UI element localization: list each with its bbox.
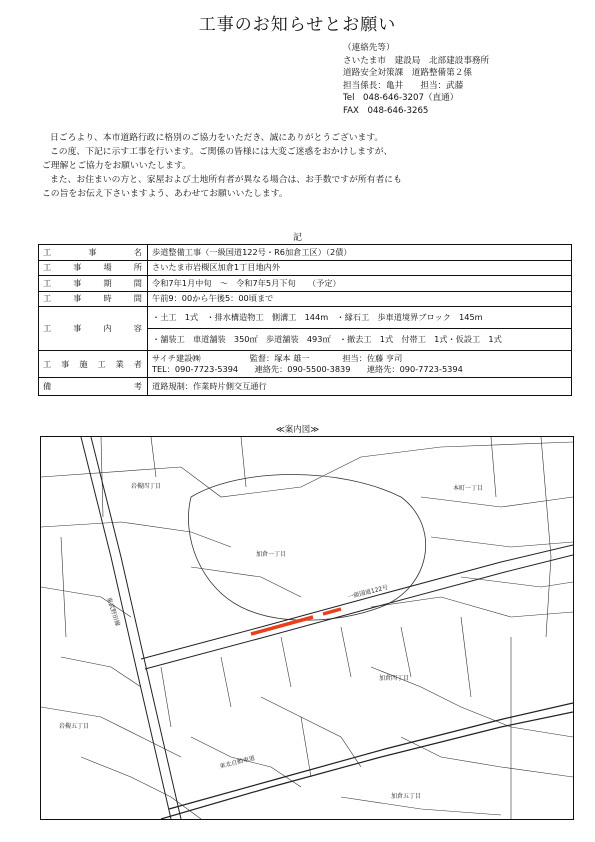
table-row (39, 307, 572, 329)
table-row (39, 351, 572, 378)
contact-org: さいたま市 建設局 北部建設事務所 (343, 55, 490, 66)
contractor-line: サイチ建設㈱ 監督：塚本 雄一 担当：佐藤 亨司 (152, 353, 403, 363)
map-label-area: 岩槻五丁目 (59, 723, 90, 730)
row-value: 歩道整備工事（一級国道122号・R6加倉工区）（2債） (148, 245, 572, 261)
map-label-rail: 東武野田線 (105, 596, 122, 628)
table-row (39, 291, 572, 307)
contact-heading: （連絡先等） (343, 43, 395, 53)
work-section-highlight (251, 609, 341, 634)
intro-line: この旨をお伝え下さいますよう、あわせてお願いいたします。 (42, 189, 288, 199)
map-label-road: 一級国道122号 (347, 584, 389, 601)
contact-tel: Tel 048-646-3207（直通） (343, 93, 459, 103)
table-row (39, 276, 572, 292)
intro-line: また、お住まいの方と、家屋および土地所有者が異なる場合は、お手数ですが所有者にも (50, 175, 402, 185)
map-label-area: 岩槻四丁目 (131, 483, 162, 490)
map-label-area: 本町一丁目 (453, 485, 484, 492)
main-road (141, 545, 573, 669)
contact-fax: FAX 048-646-3265 (343, 105, 429, 116)
table-row (39, 378, 572, 396)
intro-text (42, 131, 572, 201)
map-drawing (41, 437, 573, 819)
row-value: さいたま市岩槻区加倉1丁目地内外 (148, 260, 572, 276)
intro-line: 日ごろより、本市道路行政に格別のご協力をいただき、誠にありがとうございます。 (50, 133, 384, 143)
work-info-table (38, 244, 572, 396)
map-streets (41, 437, 573, 819)
row-value: 道路規制：作業時片側交互通行 (148, 378, 572, 396)
row-label: 工事名 (39, 245, 148, 261)
ki-heading: 記 (292, 233, 302, 243)
map-label-area: 加倉四丁目 (379, 675, 410, 682)
table-row (39, 245, 572, 261)
document-title: 工事のお知らせとお願い (198, 15, 397, 35)
row-value: 令和7年1月中旬 ～ 令和7年5月下旬 （予定） (148, 276, 572, 292)
contact-dept: 道路安全対策課 道路整備第２係 (343, 68, 472, 78)
intro-line: この度、下記に示す工事を行います。ご関係の皆様には大変ご迷惑をおかけしますが、 (50, 147, 393, 157)
row-label: 工事期間 (39, 276, 148, 292)
row-value (148, 351, 572, 378)
row-label: 工事時間 (39, 291, 148, 307)
contact-staff: 担当係長：亀井 担当：武藤 (343, 80, 464, 91)
map-caption: ≪案内図≫ (275, 425, 320, 435)
contractor-line: TEL：090-7723-5394 連絡先：090-5500-3839 連絡先：090-7723-5394 (152, 364, 463, 374)
intro-line: ご理解とご協力をお願いいたします。 (42, 161, 191, 171)
railway-line (81, 437, 181, 819)
row-value: ・土工 1式 ・排水構造物工 側溝工 144m ・縁石工 歩車道境界ブロック 145m (148, 307, 572, 329)
contact-block (343, 42, 489, 117)
row-label: 工事内容 (39, 307, 148, 351)
map-label-area: 加倉五丁目 (391, 793, 422, 800)
guide-map (40, 436, 574, 820)
map-label-expressway: 東北自動車道 (218, 754, 256, 771)
row-label: 工事施工業者 (39, 351, 148, 378)
row-value: 午前9：00から午後5：00頃まで (148, 291, 572, 307)
row-label: 備考 (39, 378, 148, 396)
table-row (39, 260, 572, 276)
map-label-area: 加倉一丁目 (256, 551, 287, 558)
row-value: ・舗装工 車道舗装 350㎡ 歩道舗装 493㎡ ・撤去工 1式 付帯工 1式・仮設工 1式 (148, 329, 572, 351)
row-label: 工事場所 (39, 260, 148, 276)
